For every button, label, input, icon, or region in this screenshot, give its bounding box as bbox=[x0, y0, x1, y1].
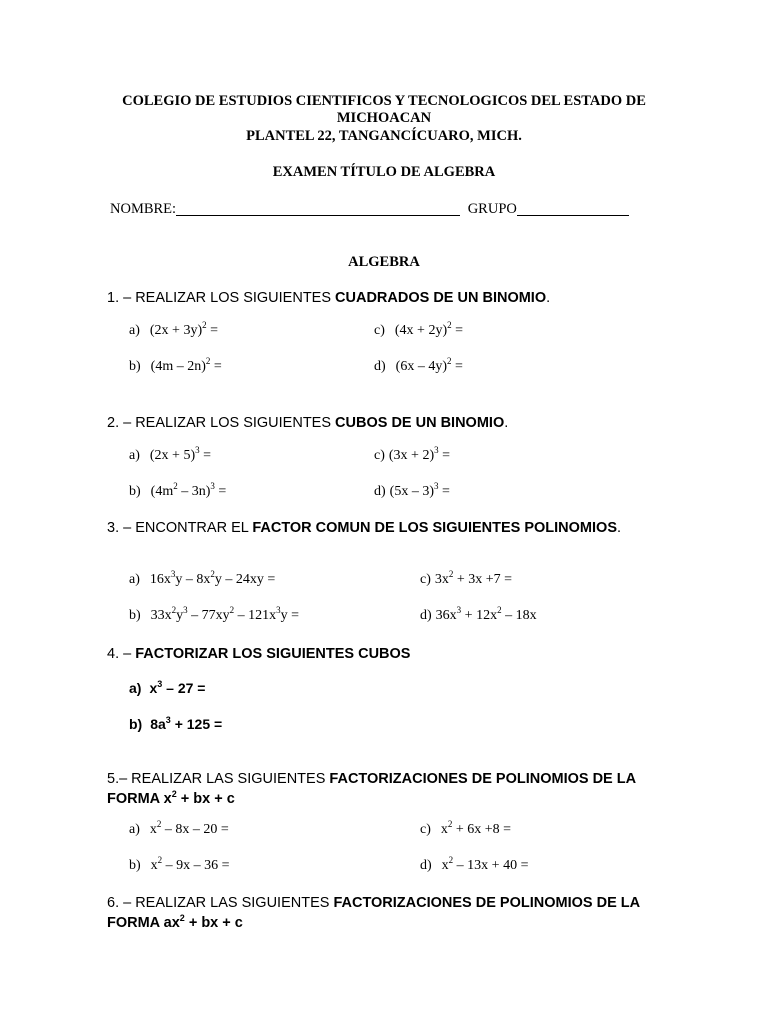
expression-term: – 18x bbox=[501, 608, 537, 623]
exercise-expression bbox=[150, 716, 222, 732]
expression-exponent: 3 bbox=[183, 605, 188, 615]
expression-term: (6x – 4y) bbox=[395, 359, 447, 374]
exercise-label: a) bbox=[129, 572, 140, 587]
question-1-prefix: 1. – REALIZAR LOS SIGUIENTES bbox=[107, 290, 336, 306]
expression-term: 16x bbox=[149, 572, 171, 587]
expression-term: – 27 = bbox=[162, 680, 206, 696]
expression-term: – 13x + 40 = bbox=[453, 858, 529, 873]
question-6-prefix: 6. – REALIZAR LAS SIGUIENTES bbox=[107, 895, 334, 911]
expression-term: – 121x bbox=[234, 608, 277, 623]
expression-term: = bbox=[438, 484, 450, 499]
exercise-expression bbox=[434, 569, 513, 587]
expression-exponent: 2 bbox=[205, 356, 211, 366]
exercise-5c bbox=[420, 819, 512, 838]
question-3 bbox=[107, 518, 621, 538]
question-2 bbox=[107, 413, 508, 433]
expression-exponent: 2 bbox=[447, 356, 452, 366]
expression-exponent: 3 bbox=[195, 445, 200, 455]
exercise-label: b) bbox=[129, 858, 141, 873]
school-name-line1: COLEGIO DE ESTUDIOS CIENTIFICOS Y TECNOLOGICOS DEL ESTADO DE bbox=[122, 93, 646, 109]
expression-exponent: 2 bbox=[448, 855, 454, 865]
exercise-4b bbox=[129, 716, 222, 732]
expression-exponent: 2 bbox=[156, 819, 162, 829]
exercise-2d bbox=[374, 481, 450, 500]
exercise-expression bbox=[441, 855, 529, 873]
expression-term: + 125 = bbox=[170, 716, 223, 732]
expression-term: x bbox=[149, 822, 157, 837]
exercise-label: d) bbox=[420, 608, 432, 623]
question-5-prefix: 5.– REALIZAR LAS SIGUIENTES bbox=[107, 771, 330, 787]
exercise-label: a) bbox=[129, 323, 140, 338]
expression-term: (4x + 2y) bbox=[394, 323, 448, 338]
exercise-label: c) bbox=[374, 323, 385, 338]
form-term: + bx + c bbox=[184, 915, 243, 931]
exercise-expression bbox=[435, 605, 537, 623]
expression-exponent: 3 bbox=[276, 605, 281, 615]
exercise-label: b) bbox=[129, 716, 143, 732]
exercise-expression bbox=[149, 320, 219, 338]
exercise-3b bbox=[129, 605, 300, 624]
expression-term: = bbox=[438, 448, 451, 463]
expression-term: x bbox=[440, 822, 448, 837]
question-1-suffix: . bbox=[546, 290, 551, 306]
expression-exponent: 2 bbox=[229, 605, 235, 615]
exercise-1a bbox=[129, 320, 219, 339]
question-2-prefix: 2. – REALIZAR LOS SIGUIENTES bbox=[107, 415, 336, 431]
exercise-label: a) bbox=[129, 448, 140, 463]
question-3-topic: FACTOR COMUN DE LOS SIGUIENTES POLINOMIOS bbox=[252, 520, 617, 536]
expression-exponent: 3 bbox=[456, 605, 462, 615]
expression-term: + 3x +7 = bbox=[453, 572, 513, 587]
expression-term: (4m bbox=[150, 484, 174, 499]
exercise-expression bbox=[440, 819, 512, 837]
expression-term: (5x – 3) bbox=[389, 484, 434, 499]
group-blank-line[interactable] bbox=[517, 201, 629, 216]
exercise-3d bbox=[420, 605, 537, 624]
exercise-label: c) bbox=[374, 448, 385, 463]
exercise-label: b) bbox=[129, 484, 141, 499]
exercise-4a bbox=[129, 680, 205, 696]
form-term: + bx + c bbox=[176, 791, 235, 807]
expression-term: x bbox=[149, 680, 158, 696]
question-5 bbox=[107, 769, 636, 809]
expression-term: – 3n) bbox=[177, 484, 211, 499]
exercise-2a bbox=[129, 445, 212, 464]
question-6 bbox=[107, 893, 640, 933]
exercise-5b bbox=[129, 855, 230, 874]
campus-line: PLANTEL 22, TANGANCÍCUARO, MICH. bbox=[246, 128, 522, 144]
exercise-label: d) bbox=[420, 858, 432, 873]
question-6-line2 bbox=[107, 915, 243, 931]
exercise-expression bbox=[149, 819, 229, 837]
expression-term: 3x bbox=[434, 572, 449, 587]
expression-term: = bbox=[206, 323, 219, 338]
question-2-suffix: . bbox=[504, 415, 509, 431]
exercise-3a bbox=[129, 569, 276, 588]
expression-term: (3x + 2) bbox=[388, 448, 435, 463]
question-4-prefix: 4. – bbox=[107, 646, 136, 662]
expression-exponent: 3 bbox=[170, 569, 176, 579]
expression-term: = bbox=[210, 359, 222, 374]
expression-term: 36x bbox=[435, 608, 457, 623]
name-blank-line[interactable] bbox=[176, 201, 460, 216]
expression-exponent: 3 bbox=[434, 481, 439, 491]
expression-term: 33x bbox=[150, 608, 172, 623]
exercise-expression bbox=[149, 445, 212, 463]
expression-term: + 6x +8 = bbox=[452, 822, 512, 837]
question-3-suffix: . bbox=[617, 520, 622, 536]
question-5-topic: FACTORIZACIONES DE POLINOMIOS DE LA bbox=[329, 771, 637, 787]
question-3-prefix: 3. – ENCONTRAR EL bbox=[107, 520, 253, 536]
expression-term: = bbox=[214, 484, 227, 499]
question-1 bbox=[107, 288, 550, 308]
question-1-topic: CUADRADOS DE UN BINOMIO bbox=[335, 290, 547, 306]
exercise-expression bbox=[150, 481, 227, 499]
exercise-expression bbox=[149, 569, 276, 587]
expression-term: x bbox=[441, 858, 449, 873]
exercise-5d bbox=[420, 855, 529, 874]
expression-exponent: 2 bbox=[448, 569, 454, 579]
expression-exponent: 3 bbox=[434, 445, 439, 455]
expression-exponent: 3 bbox=[165, 715, 171, 725]
expression-term: + 12x bbox=[461, 608, 498, 623]
expression-term: – 77xy bbox=[187, 608, 230, 623]
exercise-1b bbox=[129, 356, 222, 375]
group-label: GRUPO bbox=[467, 201, 517, 217]
expression-term: y – 8x bbox=[175, 572, 211, 587]
exercise-label: a) bbox=[129, 680, 142, 696]
expression-exponent: 3 bbox=[210, 481, 215, 491]
form-exponent: 2 bbox=[179, 913, 185, 923]
expression-exponent: 2 bbox=[157, 855, 163, 865]
question-5-line2 bbox=[107, 791, 235, 807]
exercise-expression bbox=[394, 320, 464, 338]
exercise-3c bbox=[420, 569, 513, 588]
expression-term: = bbox=[451, 359, 463, 374]
exercise-label: b) bbox=[129, 359, 141, 374]
expression-term: 8a bbox=[150, 716, 166, 732]
expression-exponent: 2 bbox=[202, 320, 207, 330]
expression-exponent: 2 bbox=[210, 569, 215, 579]
question-4 bbox=[107, 644, 410, 664]
exercise-label: b) bbox=[129, 608, 141, 623]
expression-term: y bbox=[176, 608, 184, 623]
section-title: ALGEBRA bbox=[348, 254, 420, 270]
expression-term: – 9x – 36 = bbox=[162, 858, 230, 873]
expression-term: x bbox=[150, 858, 158, 873]
exercise-5a bbox=[129, 819, 229, 838]
exam-title: EXAMEN TÍTULO DE ALGEBRA bbox=[272, 164, 496, 180]
name-label: NOMBRE: bbox=[110, 201, 177, 217]
exercise-label: d) bbox=[374, 359, 386, 374]
question-2-topic: CUBOS DE UN BINOMIO bbox=[335, 415, 505, 431]
exercise-label: a) bbox=[129, 822, 140, 837]
exercise-label: c) bbox=[420, 822, 431, 837]
expression-exponent: 3 bbox=[157, 679, 163, 689]
expression-exponent: 2 bbox=[447, 320, 452, 330]
expression-term: = bbox=[451, 323, 464, 338]
exercise-label: d) bbox=[374, 484, 386, 499]
expression-exponent: 2 bbox=[497, 605, 502, 615]
exercise-expression bbox=[150, 356, 222, 374]
form-exponent: 2 bbox=[171, 789, 177, 799]
exercise-expression bbox=[395, 356, 463, 374]
exercise-2c bbox=[374, 445, 451, 464]
exercise-expression bbox=[388, 445, 451, 463]
expression-exponent: 2 bbox=[447, 819, 453, 829]
name-group-row bbox=[110, 201, 629, 218]
question-4-topic: FACTORIZAR LOS SIGUIENTES CUBOS bbox=[135, 646, 411, 662]
expression-exponent: 2 bbox=[173, 481, 178, 491]
expression-term: y – 24xy = bbox=[214, 572, 276, 587]
form-term: FORMA ax bbox=[107, 915, 180, 931]
expression-term: (4m – 2n) bbox=[150, 359, 206, 374]
exercise-expression bbox=[150, 605, 300, 623]
school-name-line2: MICHOACAN bbox=[336, 110, 432, 126]
expression-term: (2x + 3y) bbox=[149, 323, 203, 338]
expression-term: – 8x – 20 = bbox=[161, 822, 229, 837]
expression-term: y = bbox=[280, 608, 300, 623]
exercise-label: c) bbox=[420, 572, 431, 587]
exercise-1d bbox=[374, 356, 463, 375]
exercise-1c bbox=[374, 320, 464, 339]
expression-term: (2x + 5) bbox=[149, 448, 196, 463]
exercise-expression bbox=[150, 855, 230, 873]
expression-exponent: 2 bbox=[171, 605, 177, 615]
exercise-expression bbox=[389, 481, 450, 499]
expression-term: = bbox=[199, 448, 212, 463]
question-6-topic: FACTORIZACIONES DE POLINOMIOS DE LA bbox=[333, 895, 641, 911]
exercise-expression bbox=[149, 680, 205, 696]
form-term: FORMA x bbox=[107, 791, 172, 807]
exercise-2b bbox=[129, 481, 227, 500]
